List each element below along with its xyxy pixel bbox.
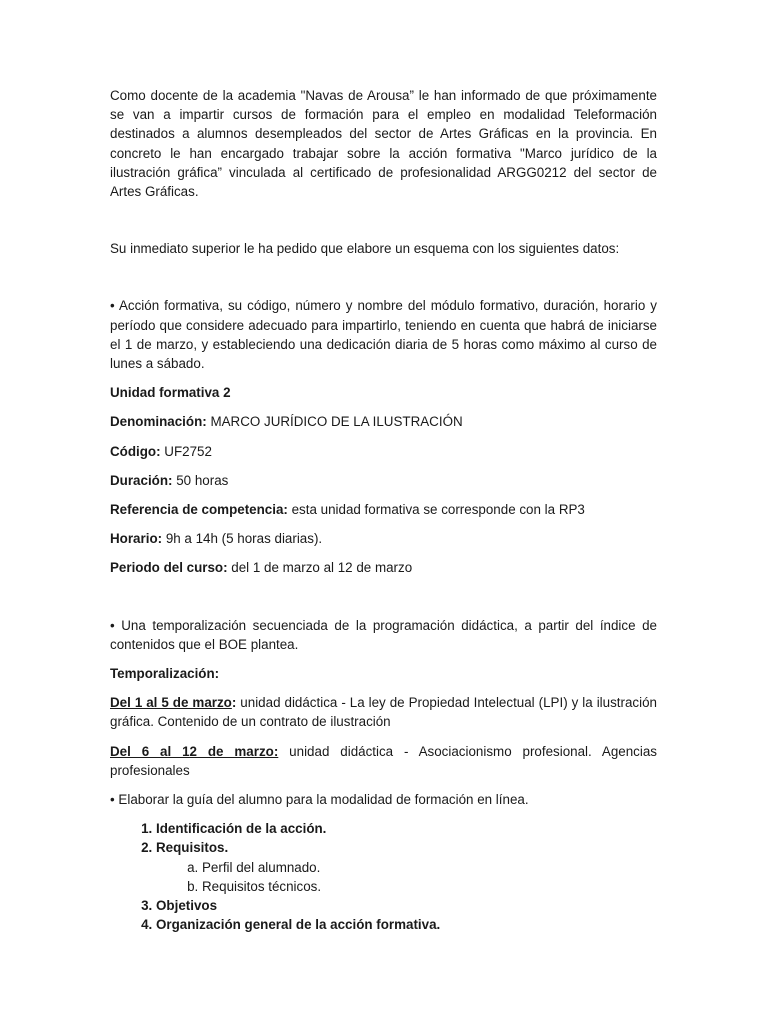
field-referencia xyxy=(110,500,657,519)
temporalizacion-item xyxy=(110,742,657,780)
field-value: esta unidad formativa se corresponde con la RP3 xyxy=(287,502,585,518)
field-label: Referencia de competencia: xyxy=(110,502,288,518)
field-duracion xyxy=(110,471,657,490)
field-label: Periodo del curso: xyxy=(110,560,228,576)
document-page xyxy=(110,86,657,935)
field-label: Denominación: xyxy=(110,414,207,430)
unit-heading: Unidad formativa 2 xyxy=(110,385,231,401)
temporalizacion-date: Del 6 al 12 de marzo: xyxy=(110,743,279,759)
guide-outline-list xyxy=(110,819,657,934)
temporalizacion-date: Del 1 al 5 de marzo xyxy=(110,695,232,711)
field-label: Código: xyxy=(110,443,161,459)
field-codigo xyxy=(110,442,657,461)
temporalizacion-title: Temporalización: xyxy=(110,666,220,682)
field-label: Horario: xyxy=(110,531,163,547)
guide-sublist xyxy=(156,858,657,896)
guide-subitem: a. Perfil del alumnado. xyxy=(202,858,657,877)
guide-item: 2. Requisitos. a. Perfil del alumnado. b. Requisitos técnicos. xyxy=(156,838,657,896)
field-value: UF2752 xyxy=(160,443,212,459)
temporalizacion-text: unidad didáctica - La ley de Propiedad Intelectual (LPI) y la ilustración gráfica. Contenido de un contrato de ilustración xyxy=(110,695,657,730)
bullet-guia-alumno: • Elaborar la guía del alumno para la modalidad de formación en línea. xyxy=(110,792,529,808)
guide-subitem: b. Requisitos técnicos. xyxy=(202,877,657,896)
request-paragraph: Su inmediato superior le ha pedido que elabore un esquema con los siguientes datos: xyxy=(110,241,620,257)
field-denominacion xyxy=(110,412,657,431)
field-label: Duración: xyxy=(110,472,173,488)
bullet-temporalizacion: • Una temporalización secuenciada de la programación didáctica, a partir del índice de contenidos que el BOE plantea. xyxy=(110,617,657,652)
field-horario xyxy=(110,529,657,548)
temporalizacion-text: unidad didáctica - Asociacionismo profesional. Agencias profesionales xyxy=(110,743,657,778)
field-value: MARCO JURÍDICO DE LA ILUSTRACIÓN xyxy=(206,414,463,430)
bullet-accion-formativa: • Acción formativa, su código, número y nombre del módulo formativo, duración, horario y período que considere adecuado para impartirlo, teniendo en cuenta que habrá de iniciarse el 1 de marzo, y estableciendo una dedicación diaria de 5 horas como máximo al curso de lunes a sábado. xyxy=(110,298,657,372)
guide-item: 1. Identificación de la acción. xyxy=(156,819,657,838)
field-value: 50 horas xyxy=(172,472,229,488)
field-value: 9h a 14h (5 horas diarias). xyxy=(162,531,323,547)
temporalizacion-item: Del 1 al 5 de marzo: unidad didáctica - La ley de Propiedad Intelectual (LPI) y la ilustración gráfica. Contenido de un contrato de ilustración xyxy=(110,695,657,730)
guide-item: 4. Organización general de la acción formativa. xyxy=(156,915,657,934)
field-value: del 1 de marzo al 12 de marzo xyxy=(227,560,413,576)
intro-paragraph: Como docente de la academia "Navas de Arousa” le han informado de que próximamente se van a impartir cursos de formación para el empleo en modalidad Teleformación destinados a alumnos desempleados del sector de Artes Gráficas en la provincia. En concreto le han encargado trabajar sobre la acción formativa "Marco jurídico de la ilustración gráfica” vinculada al certificado de profesionalidad ARGG0212 del sector de Artes Gráficas. xyxy=(110,88,657,200)
guide-item: 3. Objetivos xyxy=(156,896,657,915)
field-periodo xyxy=(110,558,657,577)
